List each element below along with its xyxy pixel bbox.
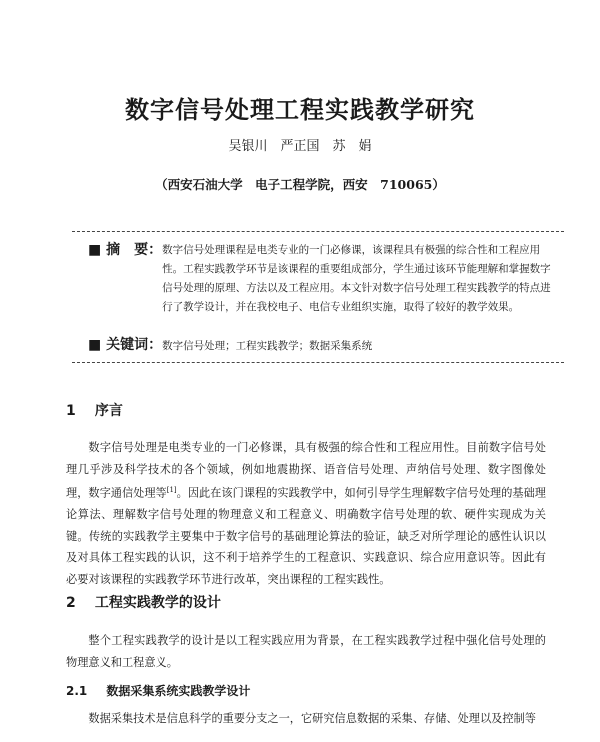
abstract-bottom-rule [72,362,564,363]
section-2-number: 2 [66,595,76,611]
section-2-heading [66,592,221,612]
section-1-text-b: 。因此在该门课程的实践教学中，如何引导学生理解数字信号处理的基础理论算法、理解数字信号处理的物理意义和工程意义、明确数字信号处理的软、硬件实现成为关键。传统的实践教学主要集中于数字信号的基础理论算法的验证，缺乏对所学理论的感性认识以及对具体工程实践的认识，这不利于培养学生的工程意识、实践意识、综合应用意识等。因此有必要对该课程的实践教学环节进行改革，突出课程的工程实践性。 [66,486,546,586]
section-2-title: 工程实践教学的设计 [94,595,221,611]
affiliation: （西安石油大学 电子工程学院，西安 710065） [155,177,445,192]
keywords-text: 数字信号处理；工程实践教学；数据采集系统 [162,340,373,352]
paper-title: 数字信号处理工程实践教学研究 [125,95,475,124]
abstract-text: 数字信号处理课程是电类专业的一门必修课，该课程具有极强的综合性和工程应用性。工程实践教学环节是该课程的重要组成部分，学生通过该环节能理解和掌握数字信号处理的原理、方法以及工程应用。本文针对数字信号处理工程实践教学的特点进行了教学设计，并在我校电子、电信专业组织实施，取得了较好的教学效果。 [162,244,551,313]
keywords-label: ■ 关键词： [88,337,163,353]
subsection-2-1-heading [66,680,250,699]
abstract-label: ■ 摘 要： [88,242,163,258]
abstract-block [88,241,558,317]
author-list: 吴银川 严正国 苏 娟 [228,139,372,154]
section-1-text-a: 数字信号处理是电类专业的一门必修课，具有极强的综合性和工程应用性。目前数字信号处理几乎涉及科学技术的各个领域，例如地震勘探、语音信号处理、声纳信号处理、数字图像处理，数字通信处理等 [66,441,546,500]
subsection-2-1-body [66,708,546,730]
citation-ref: [1] [166,486,177,494]
section-2-text: 整个工程实践教学的设计是以工程实践应用为背景，在工程实践教学过程中强化信号处理的物理意义和工程意义。 [66,634,546,669]
section-1-body [66,437,546,590]
section-1-title: 序言 [94,403,123,419]
section-1-heading [66,400,123,420]
subsection-text: 数据采集技术是信息科学的重要分支之一，它研究信息数据的采集、存储、处理以及控制等 [88,712,536,725]
subsection-title: 数据采集系统实践教学设计 [106,684,251,698]
keywords-block [88,334,558,356]
abstract-top-rule [72,231,564,232]
section-1-number: 1 [66,403,76,419]
subsection-number: 2.1 [66,684,88,698]
section-2-body [66,630,546,673]
